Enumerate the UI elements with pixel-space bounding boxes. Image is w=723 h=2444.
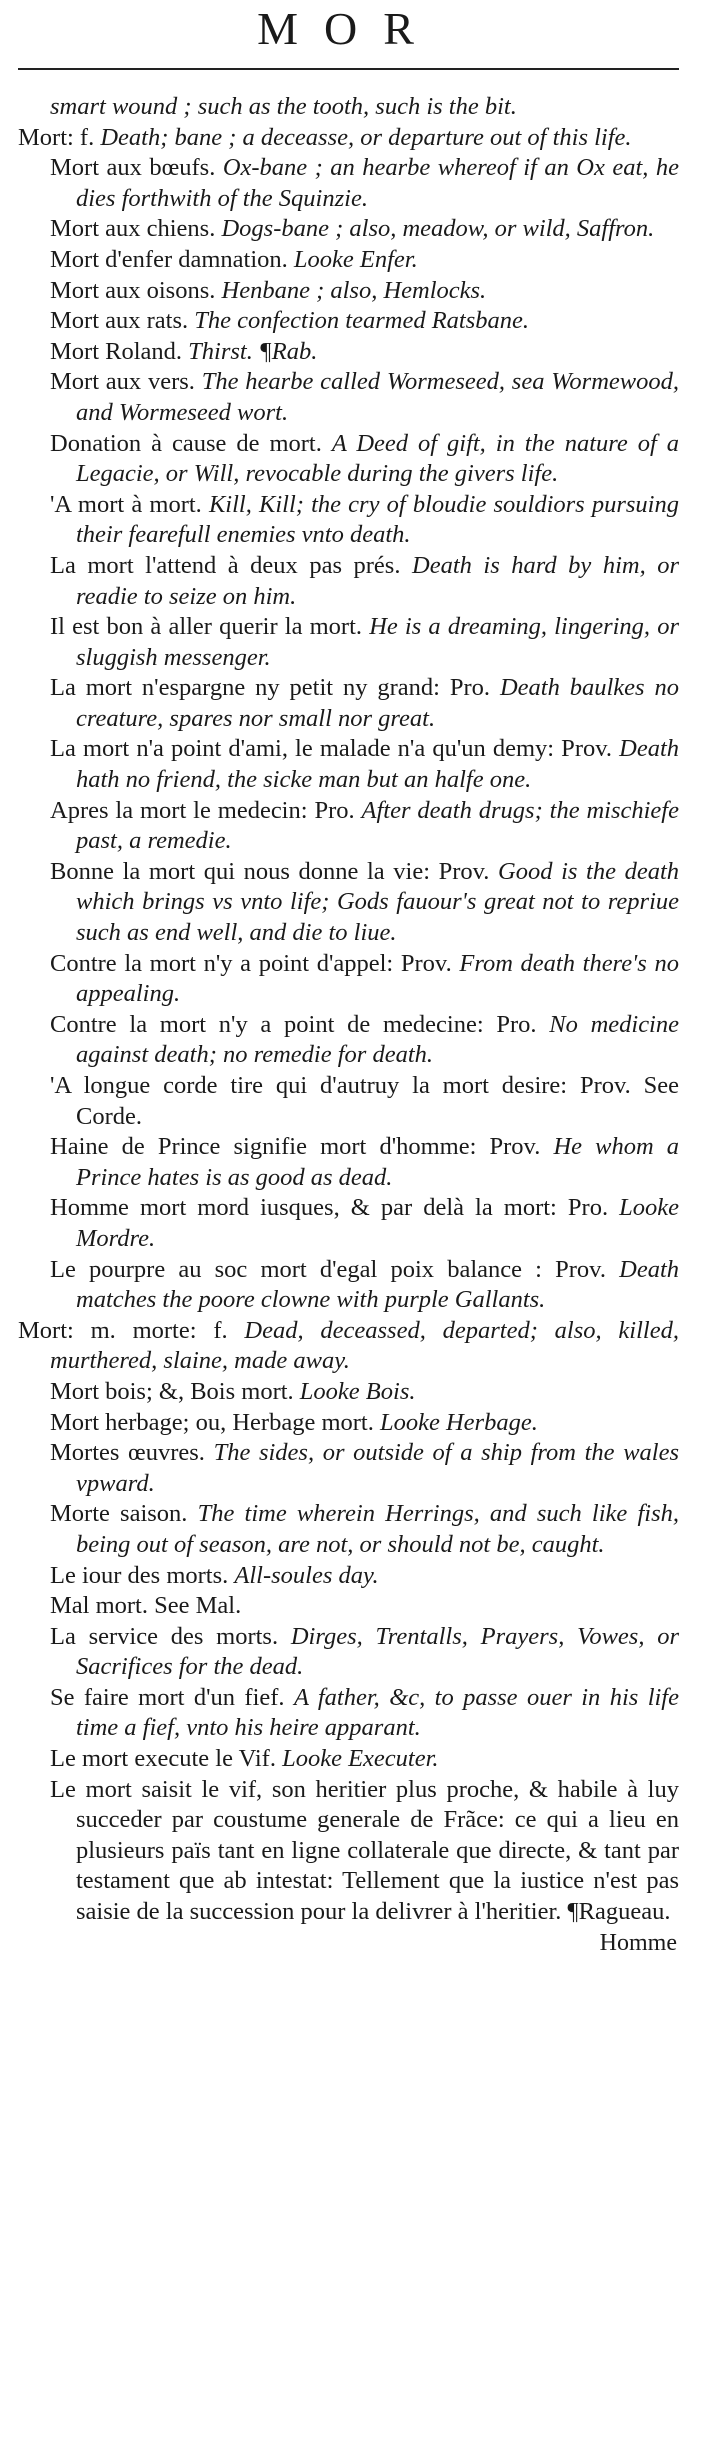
entry-headword: Homme mort mord iusques, & par delà la mort: Pro. [50, 1194, 620, 1222]
dictionary-entry [18, 1622, 679, 1683]
dictionary-entry [18, 1683, 679, 1744]
entry-headword: Le pourpre au soc mort d'egal poix balance : Prov. [50, 1255, 620, 1283]
entry-headword: Donation à cause de mort. [50, 429, 332, 457]
dictionary-entry [18, 1071, 679, 1132]
dictionary-entry [18, 1499, 679, 1560]
dictionary-entry [18, 673, 679, 734]
dictionary-entry [18, 337, 679, 368]
entry-list [18, 72, 679, 1928]
dictionary-entry [18, 1132, 679, 1193]
entry-headword: 'A longue corde tire qui d'autruy la mort desire: Prov. See Corde. [50, 1072, 679, 1130]
entry-definition: The hearbe called Wormeseed, sea Wormewood, and Wormeseed wort. [76, 368, 679, 426]
entry-headword: Mort bois; &, Bois mort. [50, 1377, 300, 1405]
entry-definition: Dirges, Trentalls, Prayers, Vowes, or Sacrifices for the dead. [76, 1622, 679, 1681]
entry-definition: After death drugs; the mischiefe past, a remedie. [76, 796, 679, 855]
dictionary-entry [18, 153, 679, 214]
dictionary-entry [18, 1438, 679, 1499]
entry-definition: Looke Herbage. [379, 1408, 538, 1436]
entry-headword: Le mort execute le Vif. [50, 1745, 283, 1773]
entry-headword: Le iour des morts. [50, 1561, 235, 1589]
entry-headword: La mort l'attend à deux pas prés. [50, 551, 412, 579]
entry-definition: He is a dreaming, lingering, or sluggish messenger. [76, 613, 680, 671]
dictionary-entry [18, 1377, 679, 1408]
dictionary-entry [18, 276, 679, 307]
dictionary-entry [18, 1408, 679, 1439]
entry-headword: Mort: f. [18, 123, 101, 151]
entry-headword: Mal mort. See Mal. [50, 1592, 242, 1620]
dictionary-entry [18, 734, 679, 795]
dictionary-entry [18, 123, 679, 154]
entry-headword: Mort aux chiens. [50, 215, 222, 243]
entry-definition: From death there's no appealing. [76, 949, 679, 1008]
entry-headword: Mortes œuvres. [50, 1439, 214, 1467]
header-rule [18, 68, 679, 70]
running-head: MOR [257, 3, 440, 54]
entry-definition: Death; bane ; a deceasse, or departure out of this life. [100, 123, 632, 151]
page-header [18, 0, 679, 72]
entry-headword: Haine de Prince signifie mort d'homme: Prov. [50, 1133, 554, 1161]
entry-headword: Il est bon à aller querir la mort. [50, 613, 370, 641]
entry-headword: Contre la mort n'y a point de medecine: Pro. [50, 1010, 550, 1038]
entry-definition: The confection tearmed Ratsbane. [194, 307, 530, 335]
entry-headword: La service des morts. [50, 1622, 291, 1650]
entry-definition: Looke Executer. [282, 1745, 439, 1773]
entry-definition: Looke Mordre. [76, 1194, 679, 1252]
entry-definition: No medicine against death; no remedie for death. [76, 1010, 679, 1069]
entry-definition: Death baulkes no creature, spares nor small nor great. [76, 674, 679, 732]
entry-headword: La mort n'a point d'ami, le malade n'a qu'un demy: Prov. [50, 735, 620, 763]
entry-definition: The time wherein Herrings, and such like fish, being out of season, are not, or should not be, caught. [76, 1500, 680, 1558]
entry-headword: La mort n'espargne ny petit ny grand: Pro. [50, 674, 500, 702]
catchword: Homme [599, 1929, 677, 1956]
entry-headword: Mort d'enfer damnation. [50, 245, 294, 273]
entry-definition: Looke Enfer. [293, 245, 418, 273]
entry-definition: Death matches the poore clowne with purple Gallants. [76, 1255, 679, 1314]
dictionary-entry [18, 949, 679, 1010]
entry-definition: All-soules day. [234, 1561, 379, 1589]
dictionary-entry [18, 551, 679, 612]
entry-definition: Henbane ; also, Hemlocks. [221, 276, 487, 304]
entry-headword: 'A mort à mort. [50, 490, 209, 518]
entry-headword: Bonne la mort qui nous donne la vie: Prov. [50, 857, 499, 885]
entry-definition: He whom a Prince hates is as good as dead. [76, 1133, 679, 1191]
dictionary-entry [18, 1775, 679, 1928]
entry-headword: Contre la mort n'y a point d'appel: Prov. [50, 949, 460, 977]
dictionary-entry [18, 490, 679, 551]
dictionary-entry [18, 1561, 679, 1592]
entry-headword: Morte saison. [50, 1500, 198, 1528]
entry-definition: Looke Bois. [299, 1377, 416, 1405]
entry-definition: Thirst. ¶Rab. [188, 337, 318, 365]
entry-definition: Ox-bane ; an hearbe whereof if an Ox eat, he dies forthwith of the Squinzie. [76, 154, 679, 212]
dictionary-entry [18, 429, 679, 490]
entry-definition: Dogs-bane ; also, meadow, or wild, Saffron. [221, 215, 655, 243]
dictionary-entry [18, 612, 679, 673]
entry-headword: Mort: m. morte: f. [18, 1316, 245, 1344]
dictionary-entry [18, 1744, 679, 1775]
dictionary-entry [18, 306, 679, 337]
entry-headword: Se faire mort d'un fief. [50, 1683, 294, 1711]
dictionary-entry [18, 92, 679, 123]
entry-definition: A father, &c, to passe ouer in his life time a fief, vnto his heire apparant. [76, 1683, 679, 1742]
entry-headword: Apres la mort le medecin: Pro. [50, 796, 362, 824]
dictionary-entry [18, 1255, 679, 1316]
entry-definition: Death is hard by him, or readie to seize on him. [76, 551, 680, 610]
entry-headword: Mort aux oisons. [50, 276, 222, 304]
entry-headword: Mort herbage; ou, Herbage mort. [50, 1408, 380, 1436]
entry-definition: Good is the death which brings vs vnto life; Gods fauour's great not to repriue such as end well, and die to liue. [76, 857, 679, 947]
entry-definition: Kill, Kill; the cry of bloudie souldiors pursuing their fearefull enemies vnto death. [76, 490, 679, 549]
entry-headword: Mort aux bœufs. [50, 154, 223, 182]
dictionary-entry [18, 1591, 679, 1622]
entry-definition: smart wound ; such as the tooth, such is the bit. [50, 93, 517, 120]
dictionary-entry [18, 857, 679, 949]
dictionary-entry [18, 796, 679, 857]
dictionary-entry [18, 1193, 679, 1254]
dictionary-entry [18, 1010, 679, 1071]
entry-headword: Le mort saisit le vif, son heritier plus proche, & habile à luy succeder par coustume generale de Frãce: ce qui a lieu en plusieurs païs tant en ligne collaterale que directe, & tant par testament que ab intestat: Tellement que la iustice n'est pas saisie de la succession pour la delivrer à l'heritier. ¶Ragueau. [50, 1775, 679, 1926]
entry-definition: The sides, or outside of a ship from the wales vpward. [76, 1439, 679, 1497]
dictionary-entry [18, 214, 679, 245]
dictionary-entry [18, 1316, 679, 1377]
entry-definition: Dead, deceassed, departed; also, killed, murthered, slaine, made away. [50, 1316, 679, 1375]
entry-headword: Mort Roland. [50, 337, 189, 365]
entry-headword: Mort aux rats. [50, 307, 195, 335]
dictionary-entry [18, 245, 679, 276]
entry-headword: Mort aux vers. [50, 368, 202, 396]
entry-definition: A Deed of gift, in the nature of a Legacie, or Will, revocable during the givers life. [76, 429, 679, 488]
entry-definition: Death hath no friend, the sicke man but an halfe one. [76, 735, 679, 794]
dictionary-entry [18, 367, 679, 428]
